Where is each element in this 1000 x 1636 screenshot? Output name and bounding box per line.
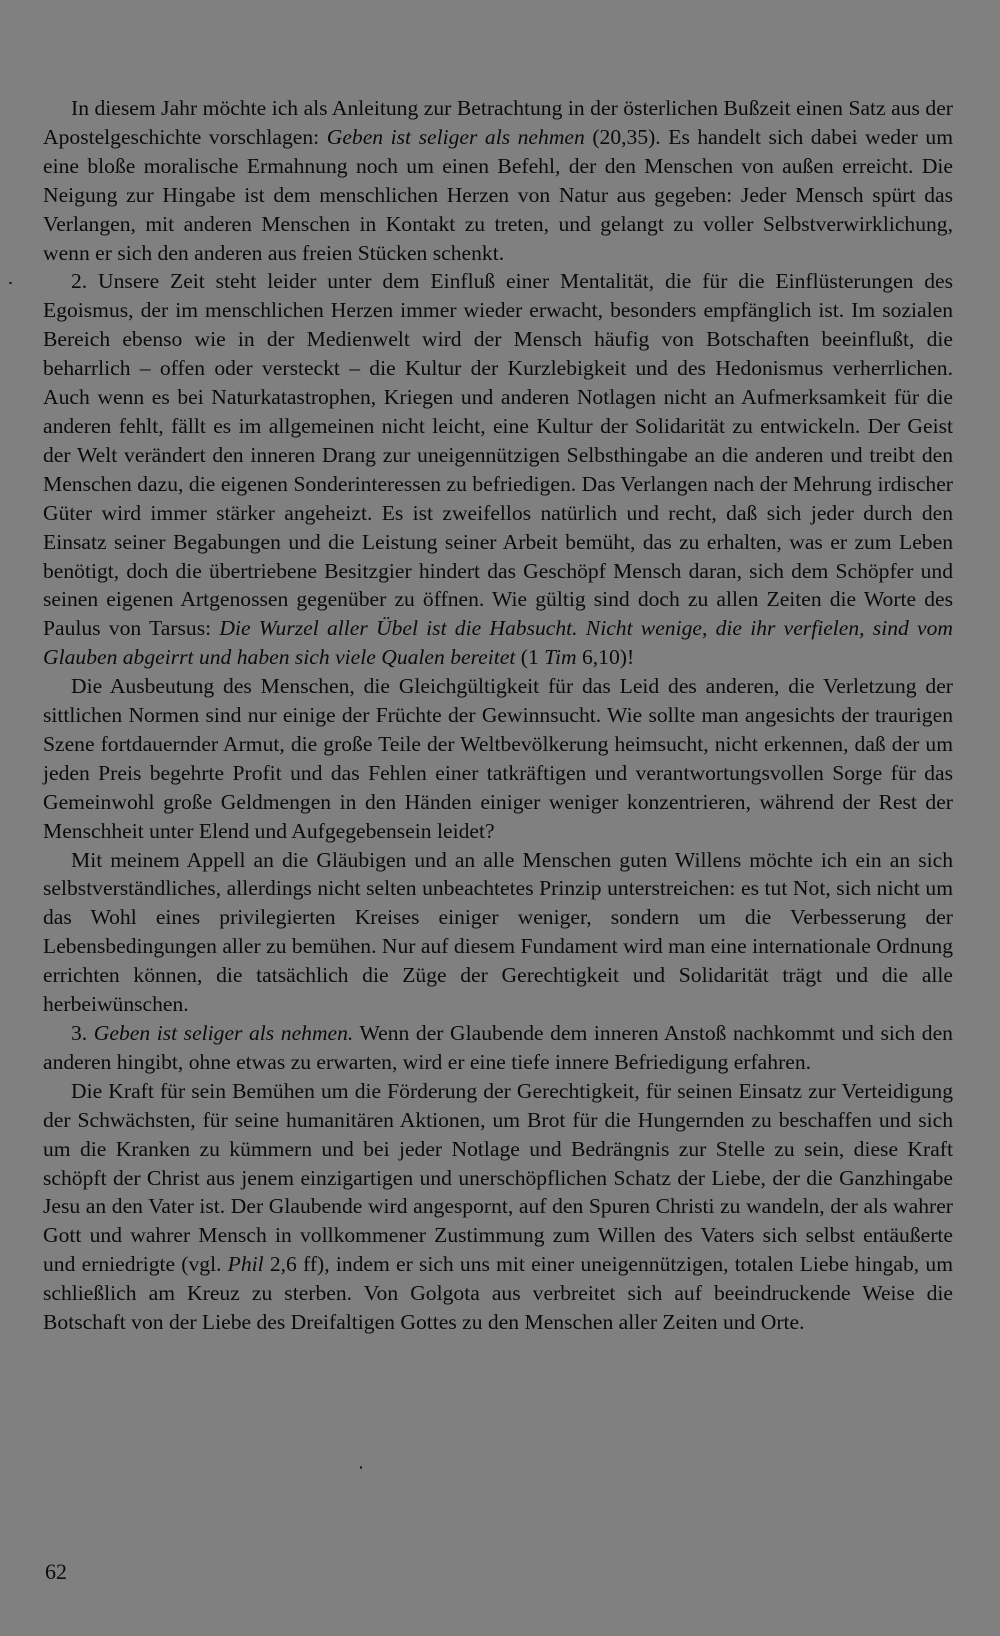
- italic-text-run: Tim: [544, 645, 577, 670]
- text-run: Die Kraft für sein Bemühen um die Förderung der Gerechtigkeit, für seinen Einsatz zur Verteidigung der Schwächsten, für seine humanitären Aktionen, um Brot für die Hungernden zu beschaffen und sich um die Kranken zu kümmern und bei jeder Notlage und Bedrängnis zur Stelle zu sein, diese Kraft schöpft der Christ aus jenem einzigartigen und unerschöpflichen Schatz der Liebe, der die Ganzhingabe Jesu an den Vater ist. Der Glaubende wird angespornt, auf den Spuren Christi zu wandeln, der als wahrer Gott und wahrer Mensch in vollkommener Zustimmung zum Willen des Vaters sich selbst entäußerte und erniedrigte (vgl.: [43, 1078, 953, 1277]
- italic-text-run: Phil: [227, 1252, 264, 1277]
- italic-text-run: Geben ist seliger als nehmen: [326, 124, 585, 149]
- italic-text-run: Die Wurzel aller Übel ist die Habsucht. Nicht wenige, die ihr verfielen, sind vom Glauben abgeirrt und haben sich viele Qualen bereitet: [43, 616, 953, 670]
- text-run: (20,35). Es handelt sich dabei weder um eine bloße moralische Ermahnung noch um einen Befehl, der den Menschen von außen erreicht. Die Neigung zur Hingabe ist dem menschlichen Herzen von Natur aus gegeben: Jeder Mensch spürt das Verlangen, mit anderen Menschen in Kontakt zu treten, und gelangt zu voller Selbstverwirklichung, wenn er sich den anderen aus freien Stücken schenkt.: [43, 124, 954, 265]
- text-run: Mit meinem Appell an die Gläubigen und an alle Menschen guten Willens möchte ich ein an sich selbstverständliches, allerdings nicht selten unbeachtetes Prinzip unterstreichen: es tut Not, sich nicht um das Wohl eines privilegierten Kreises einiger weniger, sondern um die Verbesserung der Lebensbedingungen aller zu bemühen. Nur auf diesem Fundament wird man eine internationale Ordnung errichten können, die tatsächlich die Züge der Gerechtigkeit und Solidarität trägt und die alle herbeiwünschen.: [43, 847, 953, 1017]
- page-number: 62: [45, 1559, 67, 1584]
- text-run: (1: [515, 645, 545, 670]
- paragraph-4: [43, 846, 953, 1019]
- paragraph-2: [43, 267, 953, 672]
- paragraph-3: [43, 672, 953, 845]
- text-run: 6,10)!: [576, 645, 635, 670]
- paragraph-1: [43, 94, 953, 267]
- scan-speck: [9, 282, 12, 284]
- text-run: Wenn der Glaubende dem inneren Anstoß nachkommt und sich den anderen hingibt, ohne etwas zu erwarten, wird er eine tiefe innere Befriedigung erfahren.: [43, 1021, 953, 1074]
- text-run: 3.: [71, 1021, 94, 1045]
- paragraph-5: [43, 1019, 953, 1077]
- text-run: 2,6 ff), indem er sich uns mit einer uneigennützigen, totalen Liebe hingab, um schließlich am Kreuz zu sterben. Von Golgota aus verbreitet sich auf beeindruckende Weise die Botschaft von der Liebe des Dreifaltigen Gottes zu den Menschen aller Zeiten und Orte.: [43, 1252, 953, 1335]
- text-run: 2. Unsere Zeit steht leider unter dem Einfluß einer Mentalität, die für die Einflüsterungen des Egoismus, der im menschlichen Herzen immer wieder erwacht, besonders empfänglich ist. Im sozialen Bereich ebenso wie in der Medienwelt wird der Mensch häufig von Botschaften beeinflußt, die beharrlich – offen oder versteckt – die Kultur der Kurzlebigkeit und des Hedonismus verherrlichen. Auch wenn es bei Naturkatastrophen, Kriegen und anderen Notlagen nicht an Aufmerksamkeit für die anderen fehlt, fällt es im allgemeinen nicht leicht, eine Kultur der Solidarität zu entwickeln. Der Geist der Welt verändert den inneren Drang zur uneigennützigen Selbsthingabe an die anderen und treibt den Menschen dazu, die eigenen Sonderinteressen zu befriedigen. Das Verlangen nach der Mehrung irdischer Güter wird immer stärker angeheizt. Es ist zweifellos natürlich und recht, daß sich jeder durch den Einsatz seiner Begabungen und die Leistung seiner Arbeit bemüht, das zu erhalten, was er zum Leben benötigt, doch die übertriebene Besitzgier hindert das Geschöpf Mensch daran, sich dem Schöpfer und seinen eigenen Artgenossen gegenüber zu öffnen. Wie gültig sind doch zu allen Zeiten die Worte des Paulus von Tarsus:: [43, 269, 953, 641]
- italic-text-run: Geben ist seliger als nehmen.: [93, 1021, 354, 1045]
- paragraph-6: [43, 1077, 953, 1337]
- scan-speck: [360, 1466, 362, 1469]
- text-run: In diesem Jahr möchte ich als Anleitung zur Betrachtung in der österlichen Bußzeit einen Satz aus der Apostelgeschichte vorschlagen:: [43, 96, 953, 149]
- text-run: Die Ausbeutung des Menschen, die Gleichgültigkeit für das Leid des anderen, die Verletzung der sittlichen Normen sind nur einige der Früchte der Gewinnsucht. Wie sollte man angesichts der traurigen Szene fortdauernder Armut, die große Teile der Weltbevölkerung heimsucht, nicht erkennen, daß der um jeden Preis begehrte Profit und das Fehlen einer tatkräftigen und verantwortungsvollen Sorge für das Gemeinwohl große Geldmengen in den Händen einiger weniger konzentrieren, während der Rest der Menschheit unter Elend und Aufgegebensein leidet?: [43, 674, 953, 843]
- body-text: [43, 94, 953, 1337]
